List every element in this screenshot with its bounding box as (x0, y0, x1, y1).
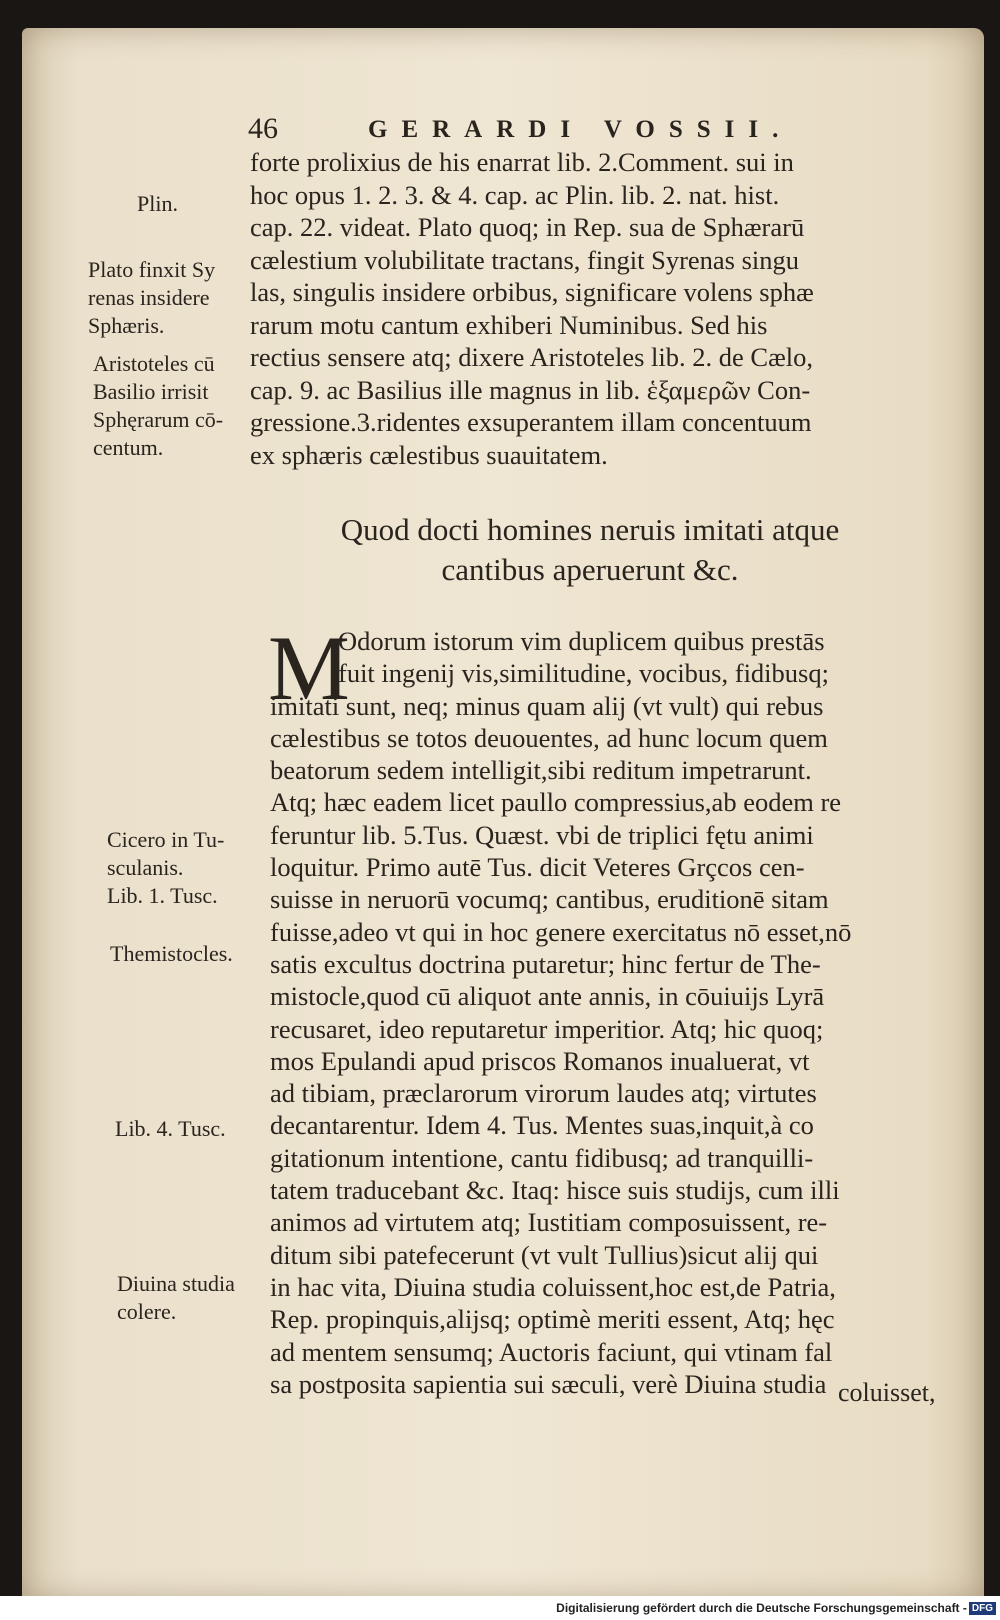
text-line: hoc opus 1. 2. 3. & 4. cap. ac Plin. lib. 2. nat. hist. (250, 179, 780, 210)
text-line: gressione.3.ridentes exsuperantem illam concentuum (250, 407, 812, 437)
text-line: fuit ingenij vis,similitudine, vocibus, fidibusq; (338, 658, 829, 689)
text-line: animos ad virtutem atq; Iustitiam composuissent, re- (270, 1207, 828, 1238)
section-heading (270, 510, 910, 590)
margin-line: Themistocles. (110, 941, 233, 966)
marginal-note-plin (137, 190, 178, 218)
drop-capital: M (268, 617, 350, 719)
page-number: 46 (248, 112, 278, 145)
margin-line: colere. (117, 1299, 177, 1324)
text-line: imitati sunt, neq; minus quam alij (vt vult) qui rebus (270, 690, 824, 721)
marginal-note-plato (88, 256, 215, 340)
text-line: cap. 9. ac Basilius ille magnus in lib. ἑξαμερῶν Con- (250, 374, 811, 405)
marginal-note-cicero (107, 826, 224, 910)
text-line: forte prolixius de his enarrat lib. 2.Comment. sui in (250, 147, 794, 177)
margin-line: sculanis. (107, 855, 184, 880)
text-line: satis excultus doctrina putaretur; hinc fertur de The- (270, 948, 821, 979)
margin-line: Sphæris. (88, 313, 165, 338)
text-line: loquitur. Primo autē Tus. dicit Veteres Grçcos cen- (270, 852, 805, 883)
text-line: gitationum intentione, cantu fidibusq; ad tranquilli- (270, 1142, 814, 1173)
footer-text: Digitalisierung gefördert durch die Deutsche Forschungsgemeinschaft - (556, 1601, 967, 1615)
text-line: beatorum sedem intelligit,sibi reditum impetrarunt. (270, 755, 812, 786)
margin-line: Lib. 4. Tusc. (115, 1116, 226, 1141)
body-text-top (250, 146, 905, 471)
margin-line: Lib. 1. Tusc. (107, 883, 218, 908)
margin-line: Plato finxit Sy (88, 257, 216, 282)
running-title: GERARDI VOSSII. (368, 116, 793, 143)
text-line: Rep. propinquis,alijsq; optimè meriti essent, Atq; hęc (270, 1304, 835, 1335)
text-line: las, singulis insidere orbibus, significare volens sphæ (250, 277, 814, 307)
margin-line: Sphęrarum cō- (93, 407, 224, 432)
dfg-logo: DFG (969, 1602, 996, 1615)
text-line: rarum motu cantum exhiberi Numinibus. Sed his (250, 309, 768, 340)
text-line: decantarentur. Idem 4. Tus. Mentes suas,inquit,à co (270, 1110, 814, 1141)
text-line: ex sphæris cælestibus suauitatem. (250, 439, 608, 470)
text-line: rectius sensere atq; dixere Aristoteles lib. 2. de Cælo, (250, 342, 813, 372)
text-line: ditum sibi patefecerunt (vt vult Tullius)sicut alij qui (270, 1239, 819, 1270)
marginal-note-diuina (117, 1270, 235, 1326)
text-line: sa postposita sapientia sui sæculi, verè Diuina studia (270, 1368, 827, 1399)
text-line: mistocle,quod cū aliquot ante annis, in cōuiuijs Lyrā (270, 981, 825, 1012)
body-text-main (268, 617, 925, 1400)
margin-line: renas insidere (88, 285, 210, 310)
margin-line: Plin. (137, 191, 178, 216)
text-line: recusaret, ideo reputaretur imperitior. Atq; hic quoq; (270, 1013, 824, 1044)
marginal-note-tusc (115, 1115, 226, 1143)
text-line: Odorum istorum vim duplicem quibus prestās (338, 626, 825, 656)
text-line: fuisse,adeo vt qui in hoc genere exercitatus nō esset,nō (270, 916, 852, 947)
margin-line: Diuina studia (117, 1271, 235, 1296)
heading-line: Quod docti homines neruis imitati atque (340, 512, 840, 547)
text-line: mos Epulandi apud priscos Romanos inualuerat, vt (270, 1045, 810, 1076)
catchword: coluisset, (838, 1378, 936, 1407)
margin-line: Basilio irrisit (93, 379, 209, 404)
text-line: Atq; hæc eadem licet paullo compressius,ab eodem re (270, 787, 842, 818)
text-line: cælestibus se totos deuouentes, ad hunc locum quem (270, 722, 828, 753)
margin-line: Aristoteles cū (93, 351, 215, 376)
text-line: suisse in neruorū vocumq; cantibus, eruditionē sitam (270, 884, 829, 915)
text-line: cælestium volubilitate tractans, fingit Syrenas singu (250, 244, 800, 275)
text-line: ad mentem sensumq; Auctoris faciunt, qui vtinam fal (270, 1336, 833, 1367)
text-line: cap. 22. videat. Plato quoq; in Rep. sua de Sphærarū (250, 212, 805, 242)
marginal-note-aristoteles (93, 350, 223, 462)
text-line: ad tibiam, præclarorum virorum laudes atq; virtutes (270, 1078, 817, 1109)
text-line: in hac vita, Diuina studia coluissent,hoc est,de Patria, (270, 1271, 836, 1302)
heading-line: cantibus aperuerunt &c. (441, 552, 739, 587)
marginal-note-themistocles (110, 940, 233, 968)
page-header (248, 112, 888, 148)
margin-line: Cicero in Tu- (107, 827, 225, 852)
text-line: tatem traducebant &c. Itaq: hisce suis studijs, cum illi (270, 1175, 840, 1206)
text-line: feruntur lib. 5.Tus. Quæst. vbi de triplici fętu animi (270, 819, 814, 850)
margin-line: centum. (93, 435, 164, 460)
footer-bar (0, 1596, 1000, 1620)
